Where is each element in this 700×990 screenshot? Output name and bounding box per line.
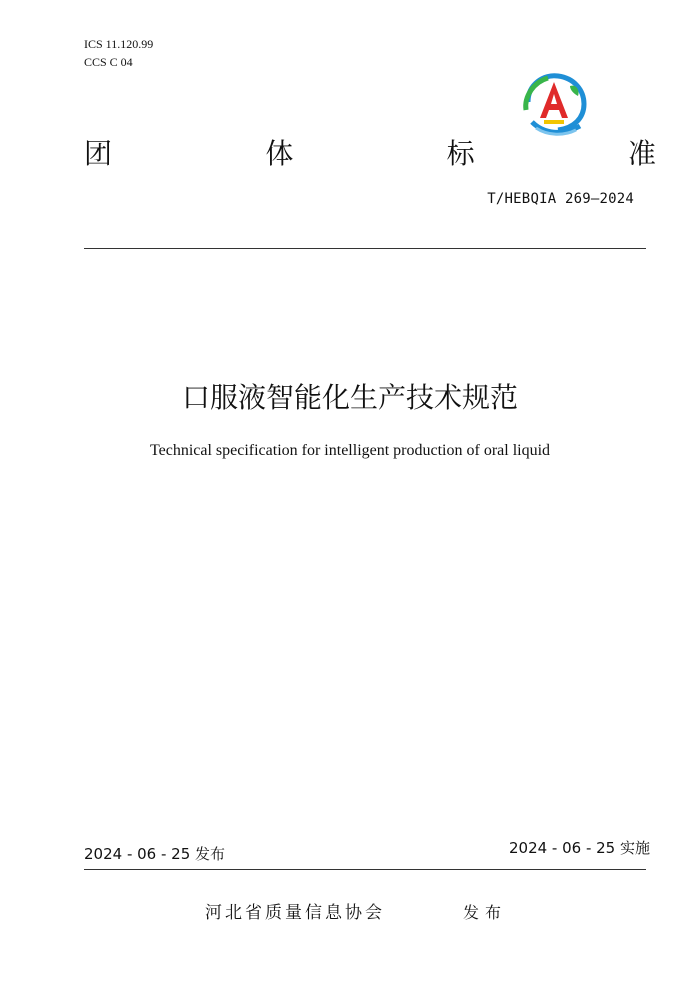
heading-char: 标: [446, 137, 475, 170]
title-chinese: 口服液智能化生产技术规范: [181, 381, 518, 414]
ics-code: ICS 11.120.99: [84, 37, 154, 51]
association-logo-icon: [518, 72, 590, 138]
publish-date: 2024 - 06 - 25 发布: [84, 845, 226, 863]
title-english: Technical specification for intelligent production of oral liquid: [149, 442, 551, 459]
standard-number: T/HEBQIA 269—2024: [487, 191, 634, 207]
heading-char: 准: [627, 137, 656, 170]
heading-char: 团: [84, 137, 113, 170]
bottom-divider: [84, 869, 646, 870]
standard-type-heading: [84, 136, 656, 172]
issuer-action: 发布: [463, 903, 508, 922]
ccs-code: CCS C 04: [84, 55, 133, 69]
top-divider: [84, 248, 646, 249]
implementation-date: 2024 - 06 - 25 实施: [508, 839, 650, 857]
issuer-name: 河北省质量信息协会: [205, 903, 385, 923]
heading-char: 体: [265, 137, 294, 170]
